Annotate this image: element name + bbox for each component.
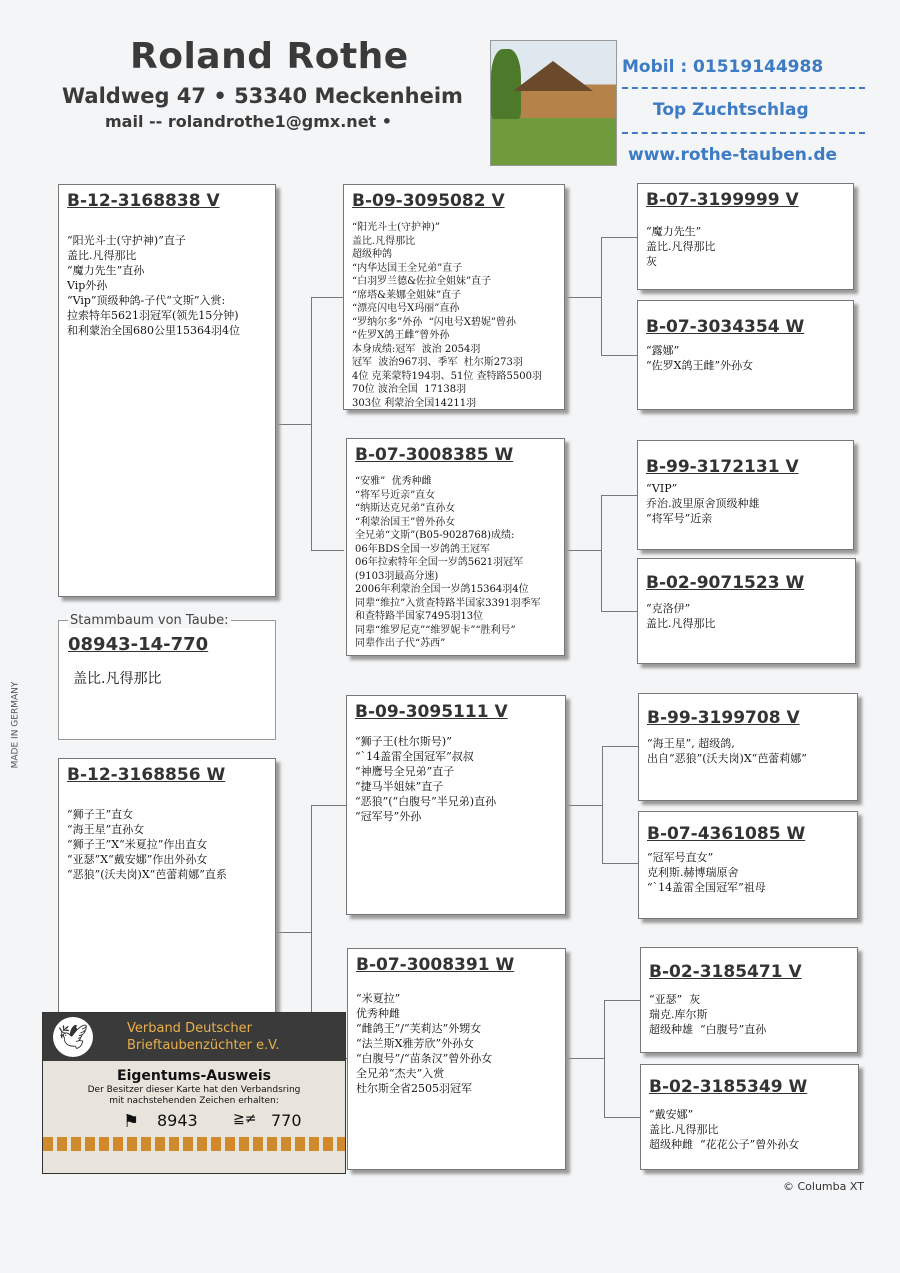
great-grandparent-ring: B-07-3034354 W [646, 317, 805, 337]
great-grandparent-ring: B-99-3199708 V [647, 708, 800, 728]
grandparent-box [347, 948, 566, 1170]
subject-ring: 08943-14-770 [68, 634, 209, 655]
grandparent-ring: B-09-3095082 V [352, 191, 505, 211]
great-grandparent-box [640, 947, 858, 1053]
card-org-line1: Verband Deutscher [127, 1021, 252, 1036]
grandparent-info: “狮子王(杜尔斯号)” “`14盖雷全国冠军”叔叔 “神鹰号全兄弟”直子 “捷马半姐妹”直子 “恶狼”(“白腹号”半兄弟)直孙 “冠军号”外孙 [355, 735, 497, 823]
great-grandparent-box [638, 811, 858, 919]
great-grandparent-ring: B-02-3185471 V [649, 962, 802, 982]
grandparent-info: “米夏拉” 优秀种雌 “雌鸽王”/“芙莉达”外甥女 “法兰斯X雅芳欣”外孙女 “白腹号”/“苗条汉”曾外孙女 全兄弟“杰夫”入赏 杜尔斯全省2505羽冠军 [356, 992, 493, 1095]
father-box [58, 184, 276, 597]
great-grandparent-info: “冠军号直女” 克利斯.赫博瑞原舍 “`14盖雷全国冠军”祖母 [647, 851, 766, 894]
breeder-email: mail -- rolandrothe1@gmx.net • [105, 112, 392, 131]
tagline: Top Zuchtschlag [653, 100, 809, 120]
copyright: © Columba XT [783, 1180, 864, 1193]
divider [622, 87, 865, 89]
stamp-icon: ⚑ [123, 1111, 140, 1132]
great-grandparent-box [637, 300, 854, 410]
great-grandparent-box [637, 440, 854, 550]
great-grandparent-ring: B-07-3199999 V [646, 190, 799, 210]
mobile-number: Mobil : 01519144988 [622, 57, 824, 77]
divider [622, 132, 865, 134]
great-grandparent-info: “亚瑟” 灰 瑞克.库尔斯 超级种雄 “白腹号”直孙 [649, 993, 767, 1036]
grandparent-info: “阳光斗士(守护神)” 盖比.凡得那比 超级种鸽 “内华达国王全兄弟”直子 “白羽罗兰德&佐拉全姐妹”直子 “席塔&莱娜全姐妹”直子 “漂亮闪电号X玛丽”直孙 “罗纳尔多”外孙 “闪电号X碧妮”曾孙 “佐罗X鸽王雌”曾外孙 本身成绩:冠军 波治 2054羽 冠军 波治967羽、季军 杜尔斯273羽 4位 克莱蒙特194羽、51位 查特路5500羽 70位 波治全国 17138羽 303位 利蒙治全国14211羽 [352, 222, 542, 409]
grandparent-ring: B-09-3095111 V [355, 702, 508, 722]
card-ring-number: 8943 [157, 1111, 198, 1130]
ownership-card [42, 1012, 346, 1174]
great-grandparent-box [637, 183, 854, 290]
grandparent-ring: B-07-3008385 W [355, 445, 514, 465]
grandparent-box [346, 438, 565, 656]
great-grandparent-info: “魔力先生” 盖比.凡得那比 灰 [646, 225, 716, 268]
great-grandparent-ring: B-02-9071523 W [646, 573, 805, 593]
side-text: MADE IN GERMANY [10, 681, 21, 769]
grandparent-info: “安雅” 优秀种雌 “将军号近亲”直女 “纳斯达克兄弟”直孙女 “利蒙治国王”曾外孙女 全兄弟“文斯”(B05-9028768)成绩: 06年BDS全国一岁鸽鸽王冠军 06年拉索特年全国一岁鸽5621羽冠军 (9103羽最高分速) 2006年利蒙治全国一岁鸽15364羽4位 同辈“维拉”入赏查特路半国家3391羽季军 和查特路半国家7495羽13位 同辈“维罗尼克”“维罗妮卡”“胜利号” 同辈作出子代“苏西” [355, 476, 541, 649]
great-grandparent-info: “克洛伊” 盖比.凡得那比 [646, 602, 716, 630]
grandparent-box [346, 695, 566, 915]
great-grandparent-box [640, 1064, 859, 1170]
breeder-name: Roland Rothe [130, 36, 409, 77]
website-link[interactable]: www.rothe-tauben.de [628, 145, 838, 165]
great-grandparent-ring: B-07-4361085 W [647, 824, 806, 844]
great-grandparent-info: “海王星”, 超级鸽, 出自“恶狼”(沃夫岗)X“芭蕾莉娜” [647, 737, 807, 765]
card-ring-sequence: 770 [271, 1111, 302, 1130]
breeder-address: Waldweg 47 • 53340 Meckenheim [62, 84, 463, 108]
great-grandparent-info: “戴安娜” 盖比.凡得那比 超级种雌 “花花公子”曾外孙女 [649, 1108, 800, 1151]
pedigree-label: Stammbaum von Taube: [70, 613, 229, 628]
grandparent-box [343, 184, 565, 410]
dove-logo-icon: 🕊 [53, 1017, 93, 1057]
great-grandparent-info: “露娜” “佐罗X鸽王雌”外孙女 [646, 344, 754, 372]
mother-box [58, 758, 276, 1014]
great-grandparent-box [637, 558, 856, 664]
great-grandparent-ring: B-02-3185349 W [649, 1077, 808, 1097]
grandparent-ring: B-07-3008391 W [356, 955, 515, 975]
loft-photo [490, 40, 617, 166]
card-title: Eigentums-Ausweis [117, 1068, 271, 1084]
card-pattern [43, 1137, 345, 1151]
mother-ring: B-12-3168856 W [67, 765, 226, 785]
card-org-line2: Brieftaubenzüchter e.V. [127, 1038, 280, 1053]
card-subtitle: Der Besitzer dieser Karte hat den Verbandsring mit nachstehenden Zeichen erhalten: [87, 1085, 301, 1106]
great-grandparent-ring: B-99-3172131 V [646, 457, 799, 477]
father-ring: B-12-3168838 V [67, 191, 220, 211]
year-mark-icon: ≧≠ [233, 1111, 257, 1127]
mother-info: “狮子王”直女 “海王星”直孙女 “狮子王”X“米夏拉”作出直女 “亚瑟”X“戴安娜”作出外孙女 “恶狼”(沃夫岗)X“芭蕾莉娜”直系 [67, 808, 227, 881]
subject-name: 盖比.凡得那比 [73, 671, 162, 687]
great-grandparent-info: “VIP” 乔治.波里原舍顶级种雄 “将军号”近亲 [646, 482, 760, 525]
father-info: “阳光斗士(守护神)”直子 盖比.凡得那比 “魔力先生”直孙 Vip外孙 “Vip”顶级种鸽-子代“文斯”入赏: 拉索特年5621羽冠军(领先15分钟) 和利蒙治全国680公里15364羽4位 [67, 234, 240, 337]
great-grandparent-box [638, 693, 858, 801]
